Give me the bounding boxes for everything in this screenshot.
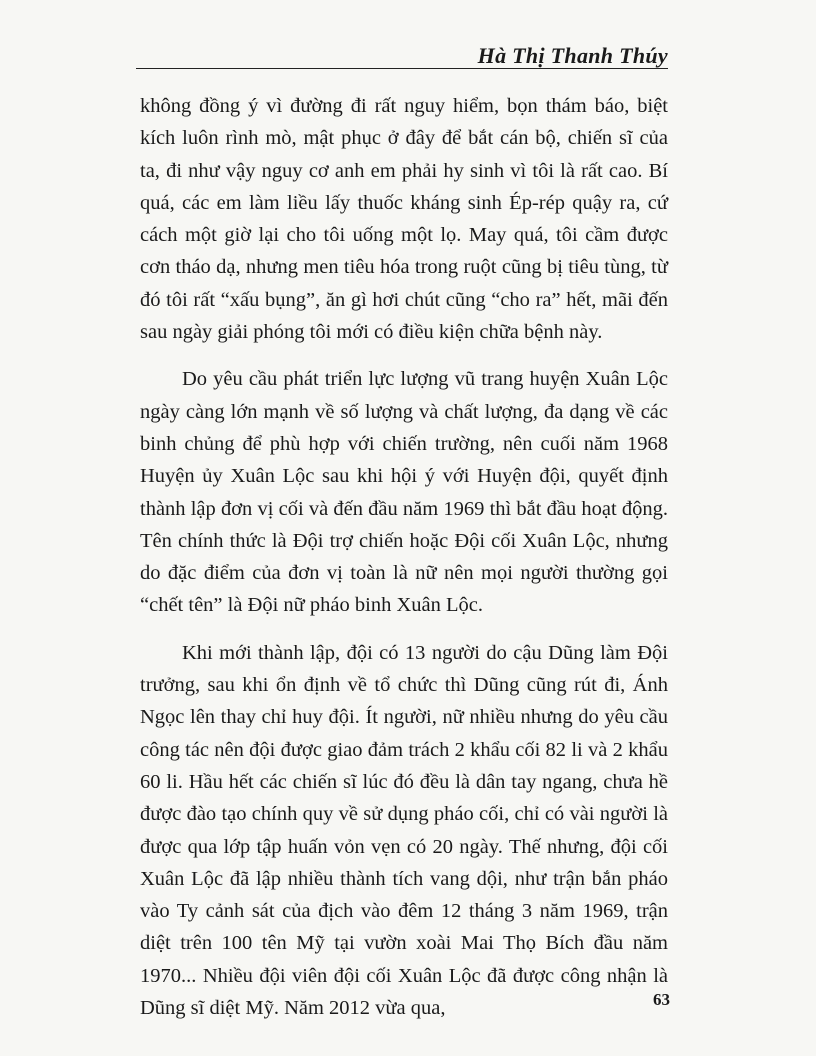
paragraph-artillery-unit-founding: Do yêu cầu phát triển lực lượng vũ trang huyện Xuân Lộc ngày càng lớn mạnh về số lượng và chất lượng, đa dạng về các binh chủng để phù hợp với chiến trường, nên cuối năm 1968 Huyện ủy Xuân Lộc sau khi hội ý với Huyện đội, quyết định thành lập đơn vị cối và đến đầu năm 1969 thì bắt đầu hoạt động. Tên chính thức là Đội trợ chiến hoặc Đội cối Xuân Lộc, nhưng do đặc điểm của đơn vị toàn là nữ nên mọi người thường gọi “chết tên” là Đội nữ pháo binh Xuân Lộc. [140, 368, 668, 617]
header-author-name: Hà Thị Thanh Thúy [477, 43, 668, 68]
running-header [136, 43, 668, 73]
paragraph-continuation: không đồng ý vì đường đi rất nguy hiểm, bọn thám báo, biệt kích luôn rình mò, mật phục ở đây để bắt cán bộ, chiến sĩ của ta, đi như vậy nguy cơ anh em phải hy sinh vì tôi là rất cao. Bí quá, các em làm liều lấy thuốc kháng sinh Ép-rép quậy ra, cứ cách một giờ lại cho tôi uống một lọ. May quá, tôi cầm được cơn tháo dạ, nhưng men tiêu hóa trong ruột cũng bị tiêu tùng, từ đó tôi rất “xấu bụng”, ăn gì hơi chút cũng “cho ra” hết, mãi đến sau ngày giải phóng tôi mới có điều kiện chữa bệnh này. [140, 95, 668, 344]
paragraph-unit-achievements: Khi mới thành lập, đội có 13 người do cậu Dũng làm Đội trưởng, sau khi ổn định về tổ chức thì Dũng cũng rút đi, Ánh Ngọc lên thay chỉ huy đội. Ít người, nữ nhiều nhưng do yêu cầu công tác nên đội được giao đảm trách 2 khẩu cối 82 li và 2 khẩu 60 li. Hầu hết các chiến sĩ lúc đó đều là dân tay ngang, chưa hề được đào tạo chính quy về sử dụng pháo cối, chỉ có vài người là được qua lớp tập huấn vỏn vẹn có 20 ngày. Thế nhưng, đội cối Xuân Lộc đã lập nhiều thành tích vang dội, như trận bắn pháo vào Ty cảnh sát của địch vào đêm 12 tháng 3 năm 1969, trận diệt trên 100 tên Mỹ tại vườn xoài Mai Thọ Bích đầu năm 1970... Nhiều đội viên đội cối Xuân Lộc đã được công nhận là Dũng sĩ diệt Mỹ. Năm 2012 vừa qua, [140, 641, 668, 1020]
body-text [140, 90, 668, 1024]
header-rule [136, 68, 668, 69]
page-number: 63 [653, 990, 670, 1009]
